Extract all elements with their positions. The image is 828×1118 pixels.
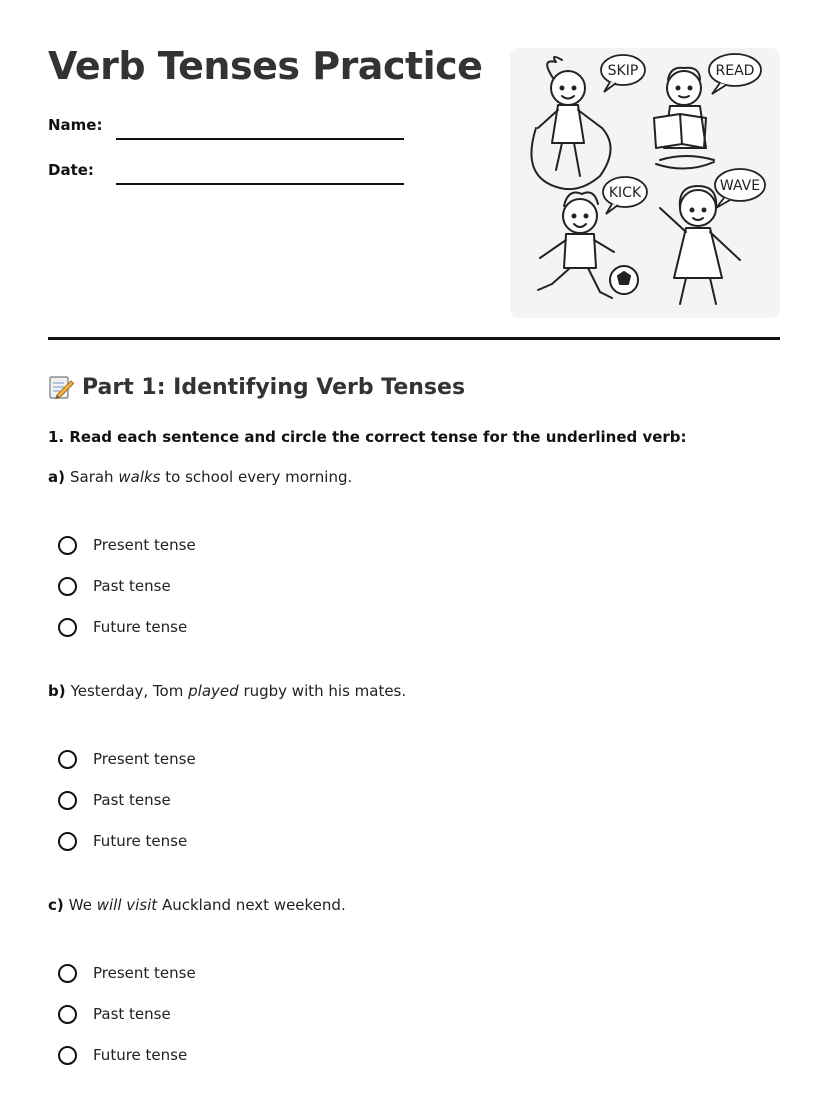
- radio-circle[interactable]: [58, 791, 77, 810]
- section-divider: [48, 337, 780, 340]
- name-line[interactable]: [116, 138, 404, 140]
- option-label: Future tense: [93, 618, 188, 636]
- skipping-girl: [531, 57, 610, 189]
- radio-circle[interactable]: [58, 832, 77, 851]
- option-b-present[interactable]: [58, 747, 196, 771]
- part1-instruction: 1. Read each sentence and circle the correct tense for the underlined verb:: [48, 428, 687, 446]
- option-a-future[interactable]: [58, 615, 187, 639]
- option-b-future[interactable]: [58, 829, 187, 853]
- radio-circle[interactable]: [58, 750, 77, 769]
- option-c-past[interactable]: [58, 1002, 171, 1026]
- radio-circle[interactable]: [58, 577, 77, 596]
- part1-heading-text: Part 1: Identifying Verb Tenses: [82, 374, 466, 400]
- kids-activities-drawing: [510, 48, 780, 318]
- option-label: Past tense: [93, 577, 171, 595]
- waving-girl: [660, 186, 740, 304]
- option-label: Present tense: [93, 964, 196, 982]
- question-text-before: Yesterday, Tom: [70, 682, 184, 700]
- radio-circle[interactable]: [58, 1046, 77, 1065]
- date-label: Date:: [48, 161, 94, 179]
- part1-heading: [48, 374, 465, 400]
- option-c-present[interactable]: [58, 961, 196, 985]
- bubble-skip: SKIP: [607, 63, 639, 79]
- question-verb: played: [188, 682, 239, 700]
- kids-illustration: [510, 48, 780, 318]
- option-label: Future tense: [93, 1046, 188, 1064]
- bubble-wave: WAVE: [719, 178, 761, 194]
- worksheet-title: Verb Tenses Practice: [48, 44, 483, 88]
- question-text-after: Auckland next weekend.: [161, 896, 346, 914]
- date-line[interactable]: [116, 183, 404, 185]
- memo-pencil-icon: [48, 374, 74, 400]
- question-label: a): [48, 468, 65, 486]
- bubble-kick: KICK: [608, 185, 642, 201]
- question-c: [48, 896, 346, 914]
- kicking-boy: [538, 192, 638, 298]
- question-text-before: We: [68, 896, 92, 914]
- radio-circle[interactable]: [58, 536, 77, 555]
- option-c-future[interactable]: [58, 1043, 187, 1067]
- bubble-read: READ: [715, 63, 755, 79]
- reading-boy: [654, 68, 714, 169]
- option-a-past[interactable]: [58, 574, 171, 598]
- radio-circle[interactable]: [58, 618, 77, 637]
- question-a: [48, 468, 352, 486]
- option-label: Present tense: [93, 536, 196, 554]
- question-text-before: Sarah: [69, 468, 114, 486]
- name-label: Name:: [48, 116, 103, 134]
- question-label: c): [48, 896, 64, 914]
- option-a-present[interactable]: [58, 533, 196, 557]
- option-b-past[interactable]: [58, 788, 171, 812]
- question-text-after: rugby with his mates.: [243, 682, 407, 700]
- question-verb: will visit: [96, 896, 158, 914]
- question-b: [48, 682, 406, 700]
- radio-circle[interactable]: [58, 964, 77, 983]
- radio-circle[interactable]: [58, 1005, 77, 1024]
- option-label: Past tense: [93, 791, 171, 809]
- question-text-after: to school every morning.: [165, 468, 353, 486]
- question-verb: walks: [118, 468, 161, 486]
- question-label: b): [48, 682, 66, 700]
- option-label: Past tense: [93, 1005, 171, 1023]
- option-label: Future tense: [93, 832, 188, 850]
- option-label: Present tense: [93, 750, 196, 768]
